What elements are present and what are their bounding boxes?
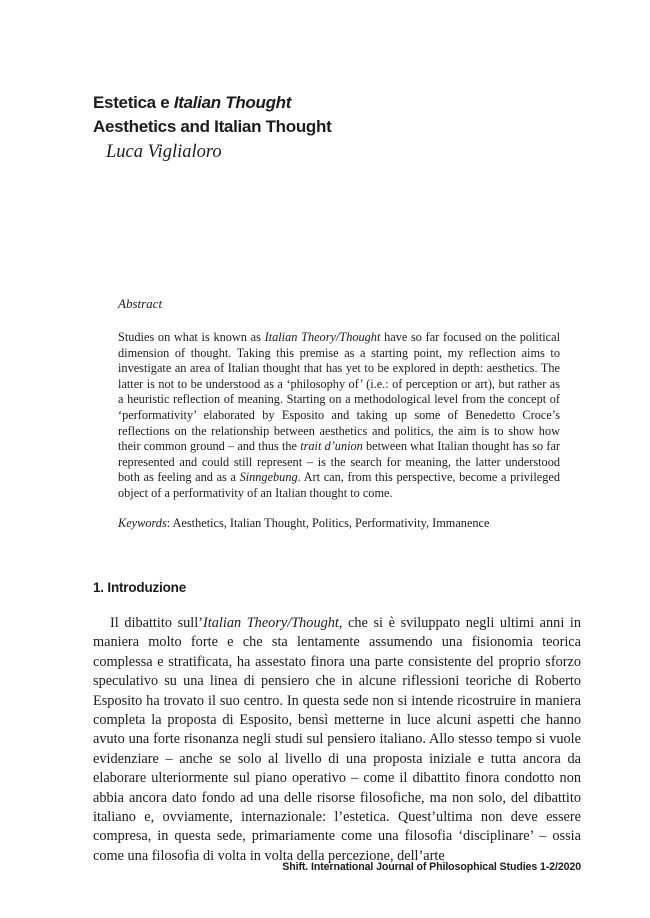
abstract-section bbox=[118, 296, 560, 531]
title-italian-prefix: Estetica e bbox=[93, 93, 174, 112]
article-header bbox=[93, 91, 573, 164]
keywords-values: : Aesthetics, Italian Thought, Politics, Performativity, Immanence bbox=[166, 515, 490, 530]
abstract-text-part: between what Italian thought has so far represented and could still represent – is the search for meaning, the latter understood both as feeling and as a bbox=[118, 439, 560, 485]
author-name: Luca Viglialoro bbox=[106, 142, 222, 162]
journal-footer: Shift. International Journal of Philosophical Studies 1-2/2020 bbox=[282, 861, 581, 873]
body-text-part: Il dibattito sull’ bbox=[110, 615, 203, 631]
keywords-label: Keywords bbox=[118, 515, 167, 530]
body-text-part: , che si è sviluppato negli ultimi anni in maniera molto forte e che sta lentamente assumendo una fisionomia teorica complessa e stratificata, ha assestato finora una parte consistente del proprio sforzo speculativo su una linea di pensiero che in alcune riflessioni teoriche di Roberto Esposito ha trovato il suo centro. In questa sede non si intende ricostruire in maniera completa la proposta di Esposito, bensì metterne in luce alcuni aspetti che hanno avuto una forte risonanza negli studi sul pensiero italiano. Allo stesso tempo si vuole evidenziare – anche se solo al livello di una proposta iniziale e tutta ancora da elaborare ulteriormente sul piano operativo – come il dibattito finora condotto non abbia ancora dato fondo ad una delle risorse filosofiche, ma non solo, del dibattito italiano e, ovviamente, internazionale: l’estetica. Quest’ultima non deve essere compresa, in questa sede, primariamente come una filosofia ‘disciplinare’ – ossia come una filosofia di volta in volta della percezione, dell’arte bbox=[93, 615, 582, 864]
title-italian-emphasis: Italian Thought bbox=[173, 93, 292, 112]
abstract-emphasis: trait d’union bbox=[300, 439, 363, 454]
abstract-text bbox=[118, 330, 560, 502]
body-emphasis: Italian Theory/Thought bbox=[203, 615, 339, 631]
abstract-text-part: . Art can, from this perspective, become a privileged object of a performativity of an Italian thought to come. bbox=[118, 470, 560, 500]
title-english: Aesthetics and Italian Thought bbox=[93, 117, 332, 136]
body-paragraph bbox=[93, 614, 581, 866]
title-italian bbox=[93, 91, 573, 115]
section-heading: 1. Introduzione bbox=[93, 580, 186, 595]
abstract-text-part: Studies on what is known as bbox=[118, 330, 265, 344]
abstract-text-part: have so far focused on the political dimension of thought. Taking this premise as a starting point, my reflection aims to investigate an area of Italian thought that has yet to be explored in depth: aesthetics. The latter is not to be understood as a ‘philosophy of’ (i.e.: of perception or art), but rather as a heuristic reflection of meaning. Starting on a methodological level from the concept of ‘performativity’ elaborated by Esposito and taking up some of Benedetto Croce’s reflections on the relationship between aesthetics and politics, the aim is to show how their common ground – and thus the bbox=[118, 330, 561, 454]
abstract-emphasis: Italian Theory/Thought bbox=[264, 330, 381, 344]
keywords-line bbox=[118, 516, 560, 532]
abstract-emphasis: Sinngebung bbox=[239, 470, 298, 485]
abstract-heading: Abstract bbox=[118, 296, 163, 311]
